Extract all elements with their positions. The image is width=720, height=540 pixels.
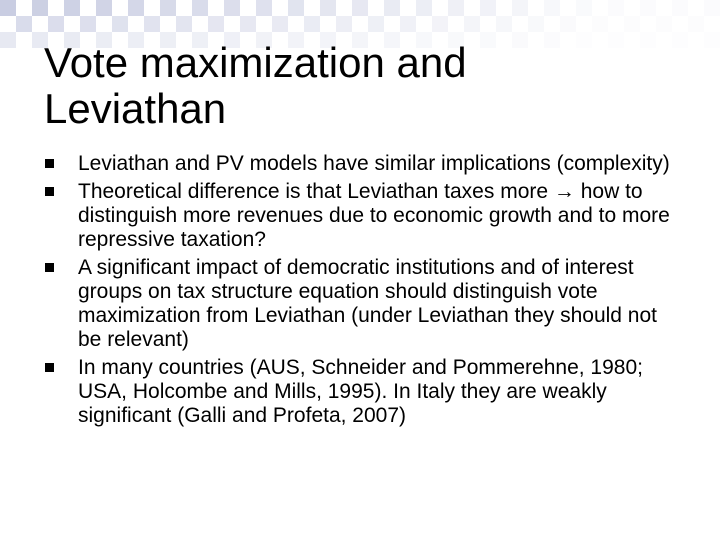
bullet-item bbox=[44, 152, 684, 176]
checker-square bbox=[128, 0, 144, 16]
bullet-text: Leviathan and PV models have similar implications (complexity) bbox=[78, 152, 670, 175]
bullet-item bbox=[44, 356, 684, 428]
bullet-item bbox=[44, 256, 684, 352]
bullet-list bbox=[44, 152, 684, 432]
square-bullet-icon bbox=[45, 363, 54, 372]
checker-square bbox=[656, 16, 672, 32]
checker-square bbox=[208, 16, 224, 32]
checker-square bbox=[80, 16, 96, 32]
checker-square bbox=[688, 16, 704, 32]
square-bullet-icon bbox=[45, 187, 54, 196]
checker-square bbox=[672, 0, 688, 16]
checker-square bbox=[352, 0, 368, 16]
checker-square bbox=[544, 0, 560, 16]
square-bullet-icon bbox=[45, 263, 54, 272]
checker-square bbox=[0, 32, 16, 48]
checker-square bbox=[304, 16, 320, 32]
checker-square bbox=[96, 0, 112, 16]
checker-square bbox=[496, 16, 512, 32]
checker-square bbox=[704, 0, 720, 16]
checker-square bbox=[48, 16, 64, 32]
checker-square bbox=[160, 0, 176, 16]
checker-square bbox=[176, 16, 192, 32]
checker-square bbox=[224, 0, 240, 16]
checker-square bbox=[576, 0, 592, 16]
checker-square bbox=[608, 0, 624, 16]
slide-title bbox=[44, 40, 684, 132]
checker-square bbox=[448, 0, 464, 16]
bullet-text: Theoretical difference is that Leviathan taxes more → how to distinguish more revenues due to economic growth and to more repressive taxation? bbox=[78, 180, 670, 251]
checker-square bbox=[16, 16, 32, 32]
checker-square bbox=[320, 0, 336, 16]
checker-square bbox=[288, 0, 304, 16]
checker-square bbox=[416, 0, 432, 16]
checker-square bbox=[0, 0, 16, 16]
checker-square bbox=[464, 16, 480, 32]
checker-square bbox=[384, 0, 400, 16]
bullet-item bbox=[44, 180, 684, 252]
checker-square bbox=[432, 16, 448, 32]
checker-square bbox=[480, 0, 496, 16]
checker-square bbox=[368, 16, 384, 32]
bullet-text: A significant impact of democratic institutions and of interest groups on tax structure equation should distinguish vote maximization from Leviathan (under Leviathan they should not be relevant) bbox=[78, 256, 657, 351]
checker-square bbox=[144, 16, 160, 32]
checker-square bbox=[704, 32, 720, 48]
checker-square bbox=[560, 16, 576, 32]
checker-square bbox=[64, 0, 80, 16]
checker-square bbox=[112, 16, 128, 32]
checker-square bbox=[336, 16, 352, 32]
slide-title-line: Vote maximization and bbox=[44, 39, 467, 86]
checker-square bbox=[256, 0, 272, 16]
bullet-text: In many countries (AUS, Schneider and Pommerehne, 1980; USA, Holcombe and Mills, 1995). In Italy they are weakly significant (Galli and Profeta, 2007) bbox=[78, 356, 643, 427]
checker-square bbox=[624, 16, 640, 32]
checker-square bbox=[528, 16, 544, 32]
checker-square bbox=[512, 0, 528, 16]
slide-title-line: Leviathan bbox=[44, 85, 227, 132]
checker-square bbox=[240, 16, 256, 32]
checker-square bbox=[32, 0, 48, 16]
checker-square bbox=[592, 16, 608, 32]
checker-square bbox=[272, 16, 288, 32]
checker-square bbox=[192, 0, 208, 16]
square-bullet-icon bbox=[45, 159, 54, 168]
checker-square bbox=[400, 16, 416, 32]
checker-square bbox=[640, 0, 656, 16]
